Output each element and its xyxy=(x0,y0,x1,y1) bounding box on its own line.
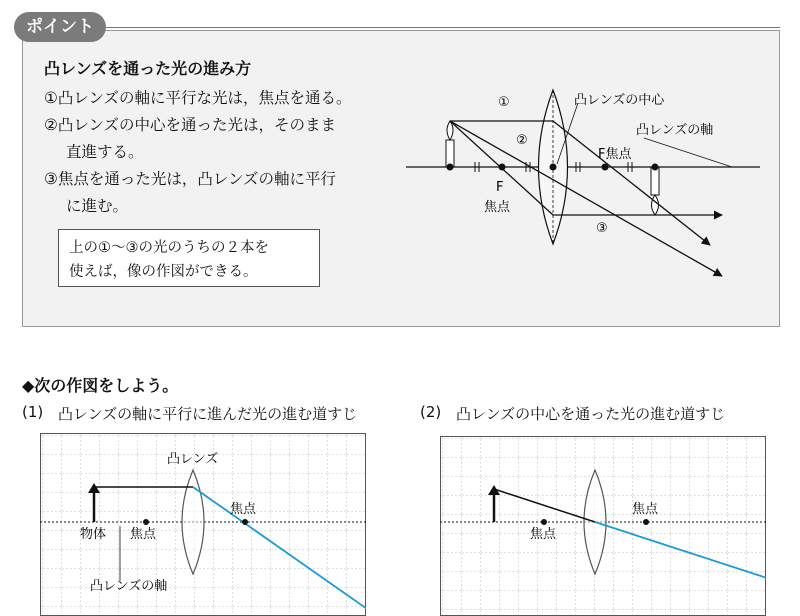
ray-1 xyxy=(450,121,710,245)
q1-focus-left-dot xyxy=(143,519,149,525)
point-badge: ポイント xyxy=(14,12,106,42)
candle-body xyxy=(446,140,454,167)
note-line-1: 上の①～③の光のうちの２本を xyxy=(69,240,269,256)
q1-number: (1) xyxy=(22,403,44,421)
ray-2-label: ② xyxy=(516,133,528,148)
axis-leader xyxy=(644,138,732,167)
axis-label: 凸レンズの軸 xyxy=(636,123,714,138)
ray-2 xyxy=(450,121,722,276)
q1-focus-left-label: 焦点 xyxy=(130,527,157,542)
q1-focus-right-label: 焦点 xyxy=(230,502,257,517)
q1-text: 凸レンズの軸に平行に進んだ光の進む道すじ xyxy=(58,405,358,423)
q2-grid xyxy=(440,436,766,616)
q2-number: (2) xyxy=(420,403,442,421)
lens-diagram xyxy=(400,78,760,288)
badge-rule xyxy=(106,27,780,28)
center-label: 凸レンズの中心 xyxy=(574,93,665,108)
q2-focus-left-label: 焦点 xyxy=(530,527,557,542)
q2-focus-left-dot xyxy=(541,519,547,525)
q1-focus-right-dot xyxy=(242,519,248,525)
focus-left-f: F xyxy=(496,180,504,195)
image-candle-flame xyxy=(652,195,659,215)
note-line-2: 使えば，像の作図ができる。 xyxy=(69,264,258,280)
focus-right-label: F焦点 xyxy=(598,147,632,162)
image-candle-body xyxy=(651,167,659,195)
ray-3-label: ③ xyxy=(596,221,608,236)
q1-lens-label: 凸レンズ xyxy=(167,452,219,467)
q1-axis-label: 凸レンズの軸 xyxy=(90,579,168,594)
rule-2: ②凸レンズの中心を通った光は，そのまま xyxy=(44,116,337,134)
rule-3-cont: に進む。 xyxy=(66,197,129,215)
q1-grid xyxy=(40,433,366,616)
q2-focus-right-dot xyxy=(643,519,649,525)
candle-flame xyxy=(447,121,453,140)
note-box xyxy=(58,229,320,287)
q1-object-label: 物体 xyxy=(80,527,107,542)
focus-left-label: 焦点 xyxy=(484,200,511,215)
rule-3: ③焦点を通った光は，凸レンズの軸に平行 xyxy=(44,170,337,188)
rule-2-cont: 直進する。 xyxy=(66,143,144,161)
ray-1-label: ① xyxy=(498,95,510,110)
point-title: 凸レンズを通った光の進み方 xyxy=(44,59,252,78)
q2-focus-right-label: 焦点 xyxy=(632,502,659,517)
q2-text: 凸レンズの中心を通った光の進む道すじ xyxy=(456,405,726,423)
exercise-title: ◆次の作図をしよう。 xyxy=(22,376,179,395)
rule-1: ①凸レンズの軸に平行な光は，焦点を通る。 xyxy=(44,89,352,107)
